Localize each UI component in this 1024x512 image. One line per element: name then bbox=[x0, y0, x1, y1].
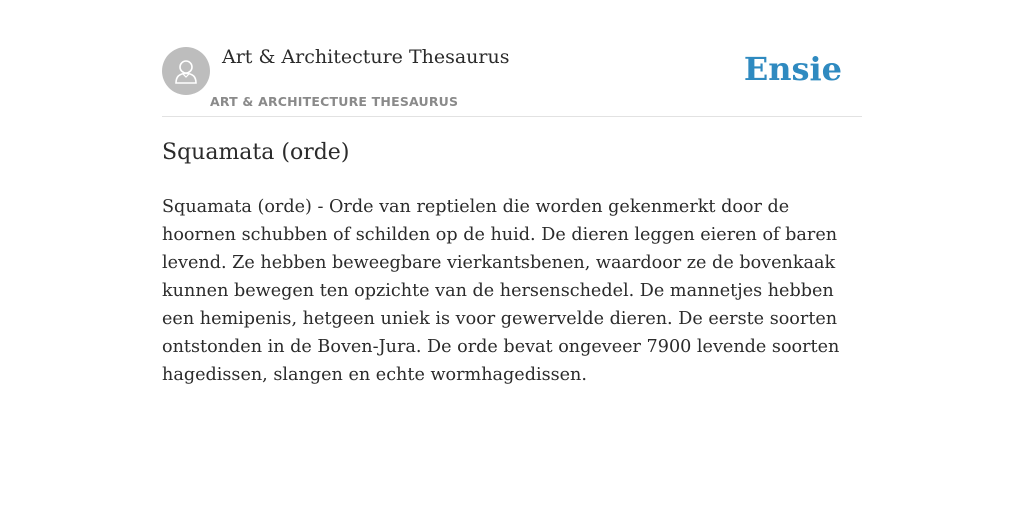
user-icon bbox=[172, 57, 200, 85]
article-body: Squamata (orde) - Orde van reptielen die worden gekenmerkt door de hoornen schubben of schilden op de huid. De dieren leggen eieren of baren levend. Ze hebben beweegbare vierkantsbenen, waardoor ze de bovenkaak kunnen bewegen ten opzichte van de hersenschedel. De mannetjes hebben een hemipenis, hetgeen uniek is voor gewervelde dieren. De eerste soorten ontstonden in de Boven-Jura. De orde bevat ongeveer 7900 levende soorten hagedissen, slangen en echte wormhagedissen. bbox=[162, 197, 840, 385]
page-header bbox=[162, 0, 862, 117]
avatar[interactable] bbox=[162, 47, 210, 95]
source-title[interactable]: Art & Architecture Thesaurus bbox=[222, 46, 510, 68]
source-subtitle[interactable]: ART & ARCHITECTURE THESAURUS bbox=[210, 94, 459, 109]
brand-logo[interactable]: Ensie bbox=[743, 50, 842, 88]
article-title: Squamata (orde) bbox=[162, 140, 350, 165]
page-container bbox=[162, 0, 862, 385]
